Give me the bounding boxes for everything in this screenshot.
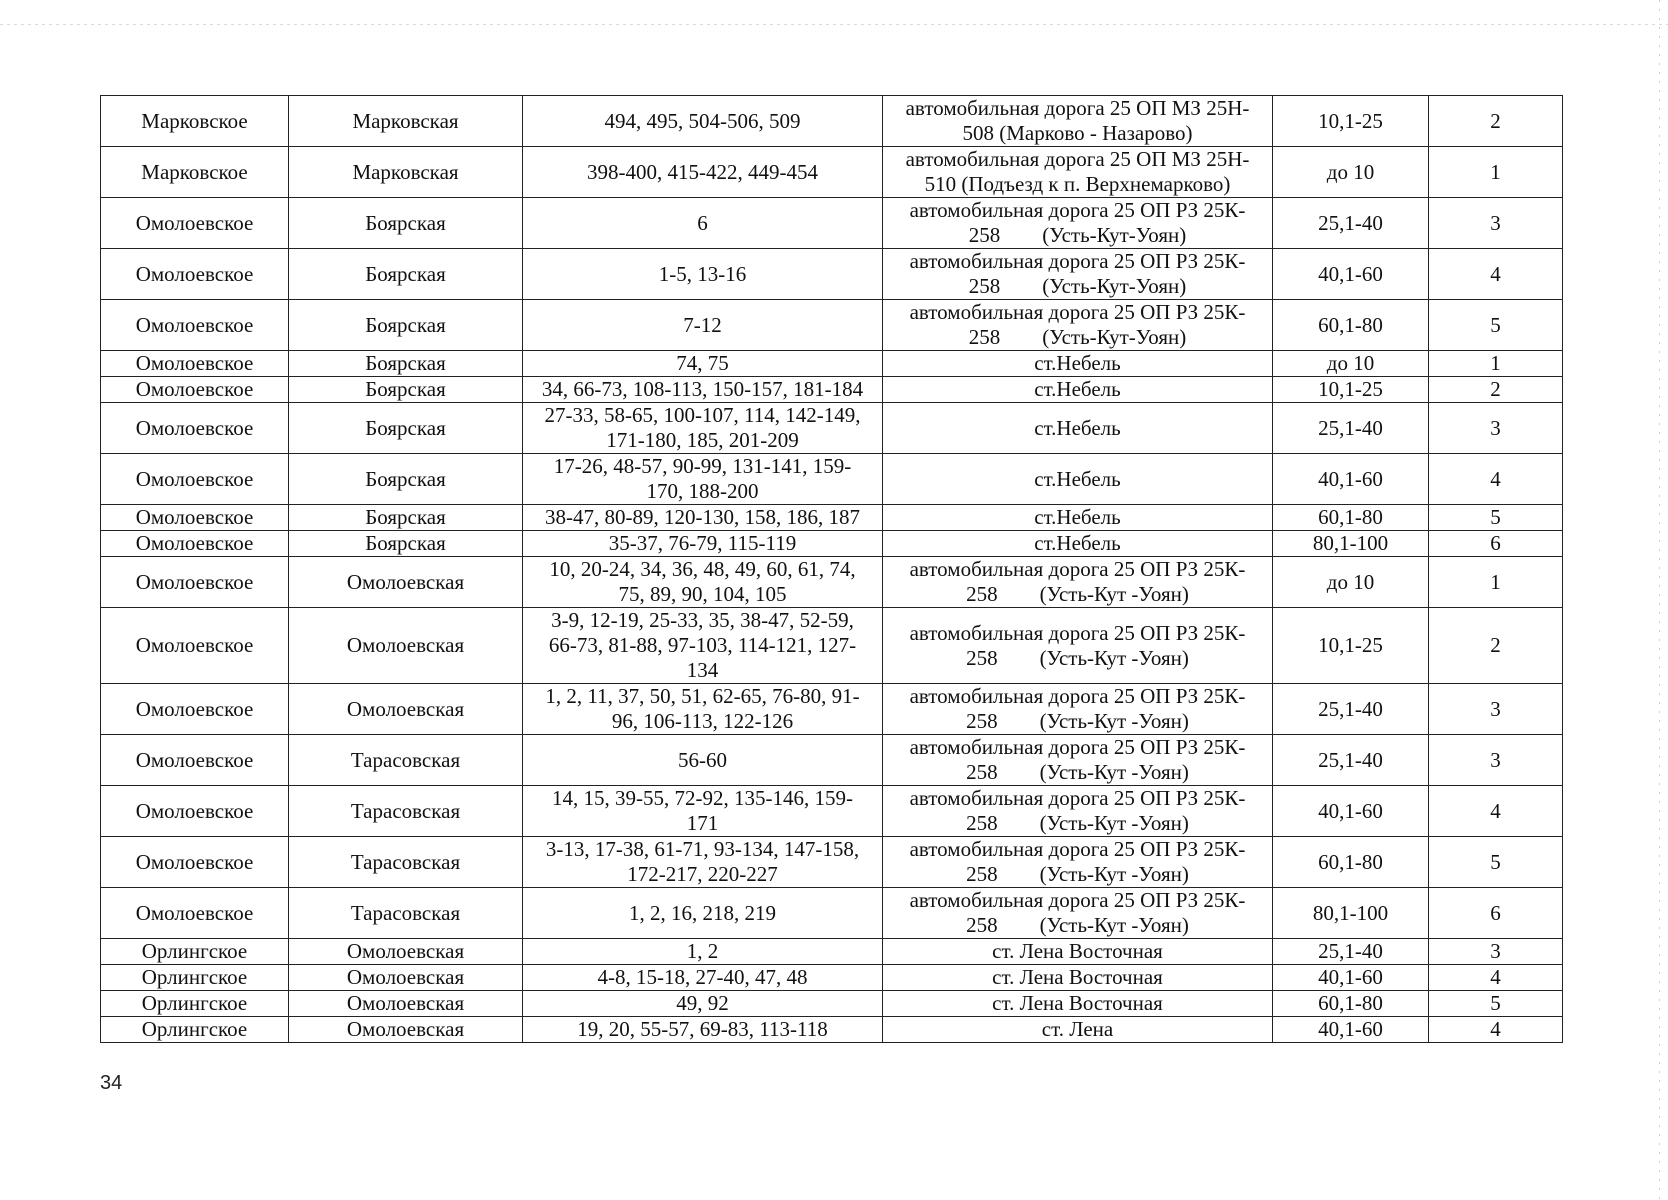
cell-distance xyxy=(1273,991,1429,1017)
cell-text: Омолоевское xyxy=(135,849,254,874)
cell-settlement xyxy=(101,96,289,147)
cell-quarters xyxy=(523,198,883,249)
cell-quarters xyxy=(523,837,883,888)
cell-text: 3 xyxy=(1490,210,1501,235)
table-row xyxy=(101,531,1563,557)
cell-text: 40,1-60 xyxy=(1318,798,1383,823)
table-row xyxy=(101,147,1563,198)
page-number: 34 xyxy=(100,1072,123,1094)
cell-text: автомобильная дорога 25 ОП РЗ 25К- 258 (Усть-Кут-Уоян) xyxy=(909,300,1246,349)
cell-quarters xyxy=(523,557,883,608)
forest-fire-class-table xyxy=(100,95,1563,1043)
cell-distance xyxy=(1273,888,1429,939)
cell-text: 40,1-60 xyxy=(1318,466,1383,491)
cell-text: 1 xyxy=(1490,569,1501,594)
cell-quarters xyxy=(523,300,883,351)
cell-text: Орлингское xyxy=(141,1017,248,1041)
table-row xyxy=(101,454,1563,505)
cell-location xyxy=(883,557,1273,608)
cell-class xyxy=(1429,96,1563,147)
table-row xyxy=(101,403,1563,454)
cell-text: Тарасовская xyxy=(350,900,461,925)
cell-location xyxy=(883,684,1273,735)
cell-class xyxy=(1429,608,1563,684)
cell-text: Марковская xyxy=(352,159,459,184)
cell-text: Боярская xyxy=(365,505,446,529)
cell-settlement xyxy=(101,786,289,837)
table-row xyxy=(101,557,1563,608)
cell-text: 35-37, 76-79, 115-119 xyxy=(608,531,797,555)
cell-forestry xyxy=(289,300,523,351)
cell-text: автомобильная дорога 25 ОП РЗ 25К- 258 (Усть-Кут -Уоян) xyxy=(909,837,1246,886)
cell-text: Омолоевское xyxy=(135,531,254,555)
scan-artifact-edge xyxy=(1659,0,1660,1200)
cell-location xyxy=(883,1017,1273,1043)
cell-settlement xyxy=(101,351,289,377)
cell-location xyxy=(883,991,1273,1017)
cell-distance xyxy=(1273,557,1429,608)
cell-text: Омолоевское xyxy=(135,798,254,823)
cell-location xyxy=(883,351,1273,377)
cell-text: 1, 2, 16, 218, 219 xyxy=(629,900,776,925)
cell-text: автомобильная дорога 25 ОП МЗ 25Н- 508 (Марково - Назарово) xyxy=(905,96,1250,145)
cell-text: Омолоевская xyxy=(346,939,465,963)
cell-class xyxy=(1429,351,1563,377)
cell-class xyxy=(1429,888,1563,939)
cell-quarters xyxy=(523,1017,883,1043)
cell-forestry xyxy=(289,147,523,198)
cell-text: Орлингское xyxy=(141,991,248,1015)
cell-distance xyxy=(1273,505,1429,531)
cell-settlement xyxy=(101,837,289,888)
cell-class xyxy=(1429,684,1563,735)
cell-text: 25,1-40 xyxy=(1318,747,1383,772)
cell-distance xyxy=(1273,1017,1429,1043)
cell-forestry xyxy=(289,786,523,837)
cell-class xyxy=(1429,991,1563,1017)
cell-text: ст. Лена Восточная xyxy=(992,991,1163,1015)
cell-text: 494, 495, 504-506, 509 xyxy=(604,108,801,133)
cell-text: 74, 75 xyxy=(676,351,729,375)
table-row xyxy=(101,249,1563,300)
cell-distance xyxy=(1273,300,1429,351)
cell-text: Боярская xyxy=(365,312,446,337)
cell-text: до 10 xyxy=(1326,159,1375,184)
cell-class xyxy=(1429,837,1563,888)
cell-text: 10,1-25 xyxy=(1318,108,1383,133)
cell-class xyxy=(1429,505,1563,531)
cell-text: Омолоевское xyxy=(135,633,254,657)
cell-text: 40,1-60 xyxy=(1318,261,1383,286)
cell-location xyxy=(883,837,1273,888)
cell-text: 60,1-80 xyxy=(1318,312,1383,337)
cell-class xyxy=(1429,557,1563,608)
cell-text: 5 xyxy=(1490,312,1501,337)
cell-location xyxy=(883,403,1273,454)
cell-text: Омолоевское xyxy=(135,696,254,721)
cell-class xyxy=(1429,531,1563,557)
cell-text: 25,1-40 xyxy=(1318,210,1383,235)
cell-forestry xyxy=(289,403,523,454)
cell-forestry xyxy=(289,351,523,377)
cell-quarters xyxy=(523,939,883,965)
cell-settlement xyxy=(101,965,289,991)
table-row xyxy=(101,377,1563,403)
cell-text: Омолоевское xyxy=(135,900,254,925)
cell-quarters xyxy=(523,403,883,454)
cell-distance xyxy=(1273,684,1429,735)
cell-text: 40,1-60 xyxy=(1318,965,1383,989)
cell-text: 2 xyxy=(1490,377,1501,401)
cell-class xyxy=(1429,735,1563,786)
cell-text: Омолоевская xyxy=(346,569,465,594)
cell-text: Омолоевское xyxy=(135,466,254,491)
cell-text: 25,1-40 xyxy=(1318,696,1383,721)
table-row xyxy=(101,300,1563,351)
cell-text: Омолоевская xyxy=(346,633,465,657)
cell-text: 25,1-40 xyxy=(1318,939,1383,963)
cell-text: ст.Небель xyxy=(1034,531,1121,555)
cell-text: автомобильная дорога 25 ОП РЗ 25К- 258 (Усть-Кут-Уоян) xyxy=(909,198,1246,247)
cell-class xyxy=(1429,147,1563,198)
cell-text: 6 xyxy=(697,210,708,235)
cell-quarters xyxy=(523,351,883,377)
cell-quarters xyxy=(523,608,883,684)
cell-text: 2 xyxy=(1490,633,1501,657)
cell-text: 3 xyxy=(1490,696,1501,721)
cell-class xyxy=(1429,939,1563,965)
cell-text: автомобильная дорога 25 ОП РЗ 25К- 258 (Усть-Кут -Уоян) xyxy=(909,684,1246,733)
cell-class xyxy=(1429,300,1563,351)
cell-text: 1 xyxy=(1490,159,1501,184)
cell-text: 19, 20, 55-57, 69-83, 113-118 xyxy=(577,1017,828,1041)
table-row xyxy=(101,96,1563,147)
cell-text: 10, 20-24, 34, 36, 48, 49, 60, 61, 74, 75, 89, 90, 104, 105 xyxy=(549,557,856,606)
cell-location xyxy=(883,965,1273,991)
table-row xyxy=(101,991,1563,1017)
cell-text: Омолоевская xyxy=(346,991,465,1015)
cell-location xyxy=(883,608,1273,684)
cell-quarters xyxy=(523,147,883,198)
cell-text: 4 xyxy=(1490,798,1501,823)
cell-distance xyxy=(1273,939,1429,965)
cell-forestry xyxy=(289,608,523,684)
cell-text: автомобильная дорога 25 ОП МЗ 25Н- 510 (Подъезд к п. Верхнемарково) xyxy=(905,147,1250,196)
cell-text: Боярская xyxy=(365,210,446,235)
table-row xyxy=(101,505,1563,531)
cell-class xyxy=(1429,965,1563,991)
cell-settlement xyxy=(101,377,289,403)
cell-distance xyxy=(1273,454,1429,505)
cell-quarters xyxy=(523,377,883,403)
cell-text: 60,1-80 xyxy=(1318,505,1383,529)
cell-location xyxy=(883,735,1273,786)
cell-text: 3 xyxy=(1490,939,1501,963)
cell-text: Омолоевское xyxy=(135,312,254,337)
cell-text: Боярская xyxy=(365,466,446,491)
cell-distance xyxy=(1273,147,1429,198)
cell-class xyxy=(1429,1017,1563,1043)
cell-text: 7-12 xyxy=(683,312,722,337)
cell-forestry xyxy=(289,557,523,608)
table-row xyxy=(101,684,1563,735)
cell-distance xyxy=(1273,377,1429,403)
cell-text: Омолоевское xyxy=(135,569,254,594)
cell-settlement xyxy=(101,991,289,1017)
cell-distance xyxy=(1273,531,1429,557)
cell-quarters xyxy=(523,735,883,786)
cell-location xyxy=(883,96,1273,147)
cell-text: 3-13, 17-38, 61-71, 93-134, 147-158, 172-217, 220-227 xyxy=(545,837,860,886)
cell-location xyxy=(883,454,1273,505)
cell-text: 398-400, 415-422, 449-454 xyxy=(587,159,818,184)
cell-location xyxy=(883,531,1273,557)
cell-text: 38-47, 80-89, 120-130, 158, 186, 187 xyxy=(545,505,860,529)
cell-distance xyxy=(1273,351,1429,377)
cell-text: автомобильная дорога 25 ОП РЗ 25К- 258 (Усть-Кут -Уоян) xyxy=(909,557,1246,606)
cell-text: 27-33, 58-65, 100-107, 114, 142-149, 171-180, 185, 201-209 xyxy=(544,403,861,452)
cell-text: ст. Лена Восточная xyxy=(992,965,1163,989)
cell-text: автомобильная дорога 25 ОП РЗ 25К- 258 (Усть-Кут -Уоян) xyxy=(909,888,1246,937)
cell-quarters xyxy=(523,684,883,735)
cell-text: 4 xyxy=(1490,466,1501,491)
cell-quarters xyxy=(523,991,883,1017)
table-row xyxy=(101,608,1563,684)
table-row xyxy=(101,198,1563,249)
cell-text: 1-5, 13-16 xyxy=(658,261,747,286)
table-row xyxy=(101,786,1563,837)
cell-forestry xyxy=(289,505,523,531)
table-row xyxy=(101,965,1563,991)
cell-text: Боярская xyxy=(365,415,446,440)
cell-location xyxy=(883,147,1273,198)
cell-location xyxy=(883,198,1273,249)
cell-text: Орлингское xyxy=(141,965,248,989)
cell-text: Боярская xyxy=(365,261,446,286)
cell-text: Омолоевская xyxy=(346,1017,465,1041)
cell-text: Тарасовская xyxy=(350,798,461,823)
cell-settlement xyxy=(101,608,289,684)
cell-text: Омолоевская xyxy=(346,696,465,721)
cell-text: 56-60 xyxy=(678,747,727,772)
cell-settlement xyxy=(101,198,289,249)
cell-text: автомобильная дорога 25 ОП РЗ 25К- 258 (Усть-Кут-Уоян) xyxy=(909,249,1246,298)
cell-quarters xyxy=(523,531,883,557)
cell-distance xyxy=(1273,403,1429,454)
cell-text: автомобильная дорога 25 ОП РЗ 25К- 258 (Усть-Кут -Уоян) xyxy=(909,735,1246,784)
cell-text: Марковское xyxy=(141,159,248,184)
cell-settlement xyxy=(101,403,289,454)
cell-text: Омолоевское xyxy=(135,210,254,235)
cell-settlement xyxy=(101,300,289,351)
table-row xyxy=(101,1017,1563,1043)
cell-location xyxy=(883,249,1273,300)
cell-text: ст.Небель xyxy=(1034,505,1121,529)
cell-text: Омолоевская xyxy=(346,965,465,989)
cell-text: ст.Небель xyxy=(1034,351,1121,375)
cell-forestry xyxy=(289,96,523,147)
cell-text: ст. Лена Восточная xyxy=(992,939,1163,963)
cell-location xyxy=(883,888,1273,939)
cell-text: 10,1-25 xyxy=(1318,377,1383,401)
cell-text: ст.Небель xyxy=(1034,466,1121,491)
cell-text: Омолоевское xyxy=(135,505,254,529)
cell-text: 14, 15, 39-55, 72-92, 135-146, 159- 171 xyxy=(552,786,853,835)
cell-class xyxy=(1429,377,1563,403)
table-row xyxy=(101,837,1563,888)
cell-distance xyxy=(1273,96,1429,147)
cell-text: Марковская xyxy=(352,108,459,133)
cell-distance xyxy=(1273,965,1429,991)
cell-text: Орлингское xyxy=(141,939,248,963)
cell-text: автомобильная дорога 25 ОП РЗ 25К- 258 (Усть-Кут -Уоян) xyxy=(909,620,1246,670)
cell-forestry xyxy=(289,377,523,403)
cell-text: 60,1-80 xyxy=(1318,849,1383,874)
cell-text: ст.Небель xyxy=(1034,377,1121,401)
cell-settlement xyxy=(101,735,289,786)
cell-settlement xyxy=(101,888,289,939)
scan-artifact-line xyxy=(0,24,1668,25)
cell-settlement xyxy=(101,684,289,735)
cell-location xyxy=(883,786,1273,837)
cell-text: ст. Лена xyxy=(1041,1017,1114,1041)
table-row xyxy=(101,939,1563,965)
cell-text: 3 xyxy=(1490,415,1501,440)
table-row xyxy=(101,351,1563,377)
cell-forestry xyxy=(289,249,523,300)
cell-text: до 10 xyxy=(1326,569,1375,594)
cell-text: 5 xyxy=(1490,991,1501,1015)
cell-text: 3 xyxy=(1490,747,1501,772)
cell-settlement xyxy=(101,147,289,198)
cell-distance xyxy=(1273,735,1429,786)
cell-text: Омолоевское xyxy=(135,377,254,401)
cell-quarters xyxy=(523,249,883,300)
cell-text: 5 xyxy=(1490,505,1501,529)
cell-class xyxy=(1429,454,1563,505)
cell-text: Боярская xyxy=(365,351,446,375)
cell-text: ст.Небель xyxy=(1034,415,1121,440)
cell-text: 1 xyxy=(1490,351,1501,375)
cell-text: Тарасовская xyxy=(350,849,461,874)
cell-text: Омолоевское xyxy=(135,261,254,286)
cell-text: Омолоевское xyxy=(135,351,254,375)
cell-distance xyxy=(1273,249,1429,300)
cell-text: 17-26, 48-57, 90-99, 131-141, 159- 170, 188-200 xyxy=(553,454,852,503)
cell-quarters xyxy=(523,888,883,939)
cell-text: Боярская xyxy=(365,531,446,555)
cell-forestry xyxy=(289,735,523,786)
cell-text: 2 xyxy=(1490,108,1501,133)
cell-location xyxy=(883,377,1273,403)
cell-settlement xyxy=(101,531,289,557)
cell-settlement xyxy=(101,249,289,300)
cell-text: Омолоевское xyxy=(135,415,254,440)
cell-distance xyxy=(1273,608,1429,684)
cell-forestry xyxy=(289,531,523,557)
cell-forestry xyxy=(289,965,523,991)
cell-class xyxy=(1429,249,1563,300)
cell-settlement xyxy=(101,505,289,531)
cell-text: 60,1-80 xyxy=(1318,991,1383,1015)
cell-distance xyxy=(1273,837,1429,888)
cell-text: Боярская xyxy=(365,377,446,401)
cell-settlement xyxy=(101,1017,289,1043)
cell-forestry xyxy=(289,198,523,249)
cell-quarters xyxy=(523,965,883,991)
table-row xyxy=(101,735,1563,786)
cell-location xyxy=(883,939,1273,965)
cell-settlement xyxy=(101,939,289,965)
cell-text: 34, 66-73, 108-113, 150-157, 181-184 xyxy=(541,377,864,401)
cell-quarters xyxy=(523,786,883,837)
cell-quarters xyxy=(523,505,883,531)
cell-class xyxy=(1429,403,1563,454)
cell-forestry xyxy=(289,454,523,505)
cell-forestry xyxy=(289,991,523,1017)
cell-text: до 10 xyxy=(1326,351,1375,375)
cell-class xyxy=(1429,786,1563,837)
cell-text: автомобильная дорога 25 ОП РЗ 25К- 258 (Усть-Кут -Уоян) xyxy=(909,786,1246,835)
cell-forestry xyxy=(289,939,523,965)
cell-forestry xyxy=(289,888,523,939)
cell-text: 4 xyxy=(1490,1017,1501,1041)
cell-text: 4-8, 15-18, 27-40, 47, 48 xyxy=(597,965,808,989)
cell-text: 40,1-60 xyxy=(1318,1017,1383,1041)
cell-text: 49, 92 xyxy=(676,991,729,1015)
cell-text: 80,1-100 xyxy=(1312,900,1389,925)
cell-text: 10,1-25 xyxy=(1318,633,1383,657)
cell-text: Омолоевское xyxy=(135,747,254,772)
cell-text: 25,1-40 xyxy=(1318,415,1383,440)
cell-text: Марковское xyxy=(141,108,248,133)
cell-text: 4 xyxy=(1490,261,1501,286)
cell-distance xyxy=(1273,198,1429,249)
cell-text: 5 xyxy=(1490,849,1501,874)
cell-text: 1, 2 xyxy=(686,939,719,963)
cell-quarters xyxy=(523,96,883,147)
cell-location xyxy=(883,505,1273,531)
cell-settlement xyxy=(101,557,289,608)
cell-distance xyxy=(1273,786,1429,837)
cell-text: 6 xyxy=(1490,531,1501,555)
cell-text: 80,1-100 xyxy=(1312,531,1389,555)
cell-text: 3-9, 12-19, 25-33, 35, 38-47, 52-59, 66-73, 81-88, 97-103, 114-121, 127- 134 xyxy=(548,608,857,682)
cell-forestry xyxy=(289,684,523,735)
table-body xyxy=(101,96,1563,1043)
cell-text: 6 xyxy=(1490,900,1501,925)
cell-class xyxy=(1429,198,1563,249)
cell-text: 1, 2, 11, 37, 50, 51, 62-65, 76-80, 91- 96, 106-113, 122-126 xyxy=(545,684,860,733)
cell-text: Тарасовская xyxy=(350,747,461,772)
cell-forestry xyxy=(289,1017,523,1043)
cell-text: 4 xyxy=(1490,965,1501,989)
table-row xyxy=(101,888,1563,939)
cell-location xyxy=(883,300,1273,351)
cell-settlement xyxy=(101,454,289,505)
cell-forestry xyxy=(289,837,523,888)
cell-quarters xyxy=(523,454,883,505)
